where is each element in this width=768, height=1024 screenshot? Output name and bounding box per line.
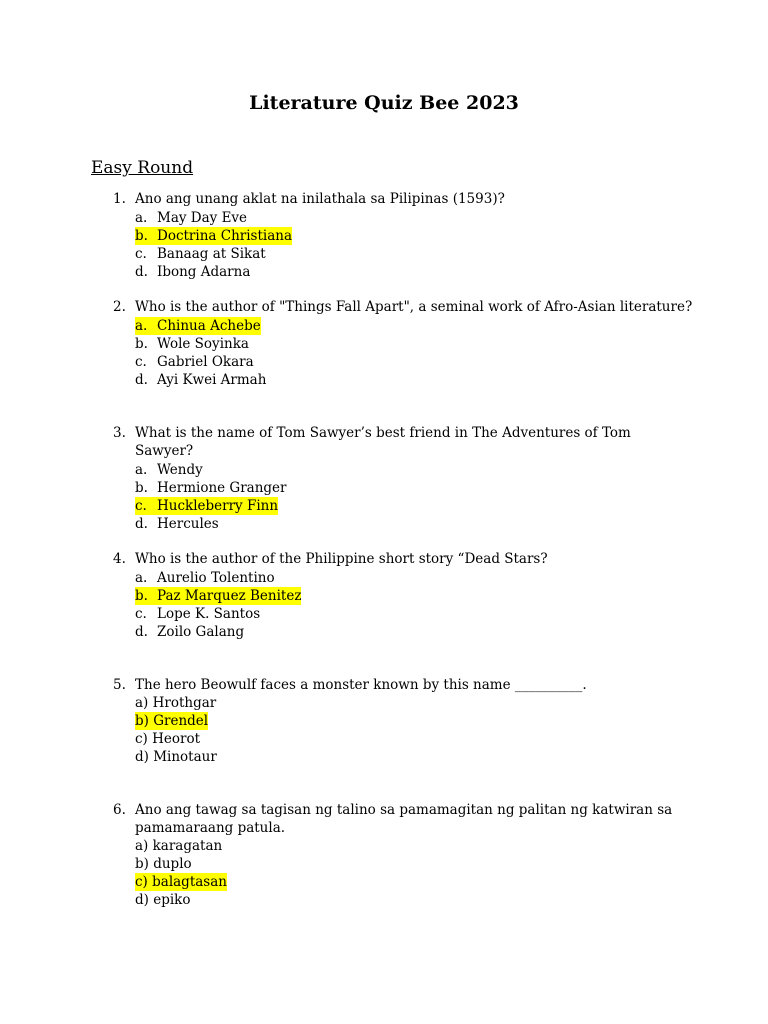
option-text: Minotaur — [153, 749, 217, 765]
option — [135, 837, 693, 855]
question-number: 1. — [113, 191, 126, 207]
option — [135, 748, 693, 766]
option-label: b) — [135, 713, 149, 729]
option-label: b. — [135, 588, 148, 604]
option — [135, 622, 693, 640]
option — [135, 478, 693, 496]
option-text: epiko — [153, 892, 191, 908]
option-text: Gabriel Okara — [157, 354, 254, 370]
option-text: Doctrina Christiana — [157, 228, 292, 244]
option-text: Grendel — [153, 713, 209, 729]
option-label: a) — [135, 838, 149, 854]
question-text: The hero Beowulf faces a monster known by this name __________. — [135, 677, 587, 693]
option — [135, 244, 693, 262]
option-label: b. — [135, 336, 148, 352]
option-label: c) — [135, 731, 148, 747]
question-text: What is the name of Tom Sawyer’s best friend in The Adventures of Tom Sawyer? — [135, 425, 631, 459]
question-text: Who is the author of the Philippine short story “Dead Stars? — [135, 551, 548, 567]
option-correct — [135, 586, 693, 604]
option-label: c. — [135, 354, 147, 370]
option-label: d. — [135, 372, 148, 388]
option-text: Banaag at Sikat — [157, 246, 266, 262]
option-label: a. — [135, 462, 148, 478]
question-1 — [113, 190, 693, 280]
option — [135, 694, 693, 712]
option-text: Chinua Achebe — [157, 318, 261, 334]
option-text: Ibong Adarna — [157, 264, 251, 280]
option-label: a) — [135, 695, 149, 711]
question-3 — [113, 424, 693, 532]
option-text: Hercules — [157, 516, 219, 532]
option-text: balagtasan — [152, 874, 227, 890]
option-text: Wole Soyinka — [157, 336, 249, 352]
option-label: b) — [135, 856, 149, 872]
option-text: Huckleberry Finn — [157, 498, 279, 514]
option — [135, 568, 693, 586]
option — [135, 460, 693, 478]
question-text: Who is the author of "Things Fall Apart", a seminal work of Afro-Asian literature? — [135, 299, 693, 315]
option — [135, 352, 693, 370]
question-number: 2. — [113, 299, 126, 315]
option-label: b. — [135, 228, 148, 244]
option — [135, 514, 693, 532]
option — [135, 334, 693, 352]
option-correct — [135, 316, 693, 334]
option-label: d) — [135, 892, 149, 908]
option-label: a. — [135, 318, 148, 334]
question-2 — [113, 298, 693, 388]
option-text: karagatan — [152, 838, 223, 854]
option-correct — [135, 712, 693, 730]
section-heading: Easy Round — [91, 158, 194, 178]
option-label: c) — [135, 874, 148, 890]
option-text: Zoilo Galang — [157, 624, 245, 640]
option-text: Aurelio Tolentino — [157, 570, 275, 586]
option — [135, 891, 693, 909]
option-correct — [135, 496, 693, 514]
option-text: duplo — [153, 856, 192, 872]
question-5 — [113, 676, 693, 766]
question-6 — [113, 801, 693, 909]
option-text: Hermione Granger — [157, 480, 287, 496]
option-label: a. — [135, 210, 148, 226]
question-text: Ano ang tawag sa tagisan ng talino sa pamamagitan ng palitan ng katwiran sa pamamaraang patula. — [135, 802, 673, 836]
option-label: c. — [135, 246, 147, 262]
option-text: Wendy — [157, 462, 203, 478]
option — [135, 855, 693, 873]
question-number: 3. — [113, 425, 126, 441]
option — [135, 262, 693, 280]
option-text: Paz Marquez Benitez — [157, 588, 302, 604]
option-label: d) — [135, 749, 149, 765]
question-text: Ano ang unang aklat na inilathala sa Pilipinas (1593)? — [135, 191, 505, 207]
option-label: c. — [135, 498, 147, 514]
option — [135, 208, 693, 226]
question-number: 4. — [113, 551, 126, 567]
option-label: c. — [135, 606, 147, 622]
option-text: Hrothgar — [152, 695, 217, 711]
option-text: May Day Eve — [157, 210, 248, 226]
question-4 — [113, 550, 693, 640]
option — [135, 604, 693, 622]
option-label: b. — [135, 480, 148, 496]
option-correct — [135, 226, 693, 244]
question-number: 6. — [113, 802, 126, 818]
option-text: Ayi Kwei Armah — [157, 372, 267, 388]
option-label: d. — [135, 264, 148, 280]
option-text: Heorot — [152, 731, 201, 747]
option-correct — [135, 873, 693, 891]
option-label: a. — [135, 570, 148, 586]
option-label: d. — [135, 624, 148, 640]
option — [135, 730, 693, 748]
question-number: 5. — [113, 677, 126, 693]
option — [135, 370, 693, 388]
option-label: d. — [135, 516, 148, 532]
document-title: Literature Quiz Bee 2023 — [249, 92, 519, 114]
option-text: Lope K. Santos — [157, 606, 261, 622]
